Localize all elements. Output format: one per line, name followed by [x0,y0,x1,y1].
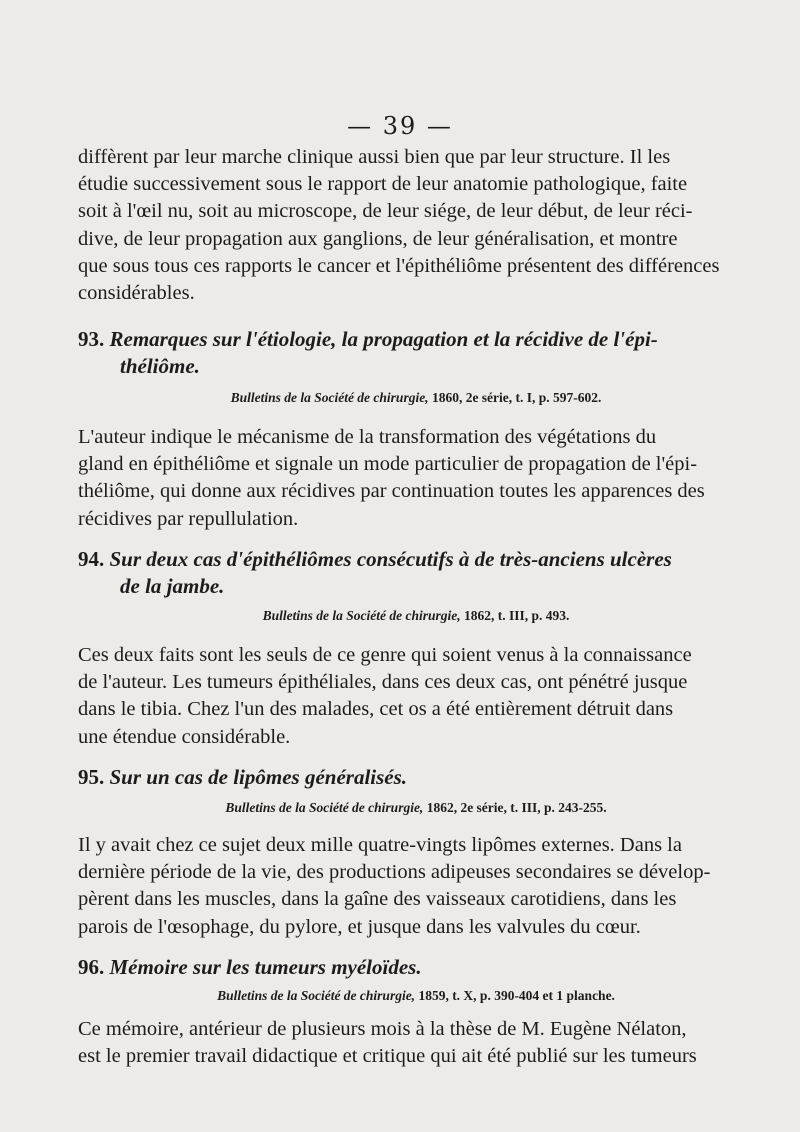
section-number: 96. [78,955,105,979]
section-96-body [78,1016,754,1070]
section-94-reference [78,608,754,624]
reference-details: 1862, 2e série, t. III, p. 243-255. [426,800,607,815]
intro-paragraph [78,144,754,307]
section-95-body [78,832,754,941]
reference-details: 1860, 2e série, t. I, p. 597-602. [431,390,602,405]
section-94-heading [78,546,754,600]
section-title: Remarques sur l'étiologie, la propagation et la récidive de l'épi- [109,327,658,351]
section-title: Sur deux cas d'épithéliômes consécutifs à de très-anciens ulcères [109,547,672,571]
text-line: étudie successivement sous le rapport de leur anatomie pathologique, faite [78,173,688,196]
section-title: Mémoire sur les tumeurs myéloïdes. [109,955,422,979]
text-line: considérables. [78,282,195,305]
text-line: est le premier travail didactique et critique qui ait été publié sur les tumeurs [78,1045,697,1068]
reference-details: 1859, t. X, p. 390-404 et 1 planche. [418,988,615,1003]
text-line: dive, de leur propagation aux ganglions, de leur généralisation, et montre [78,227,678,250]
text-line: dernière période de la vie, des productions adipeuses secondaires se dévelop- [78,861,711,884]
section-94-body [78,642,754,751]
text-line: une étendue considérable. [78,725,291,748]
page-number: — 39 — [347,112,453,140]
section-93-body [78,424,754,533]
text-line: Ce mémoire, antérieur de plusieurs mois à la thèse de M. Eugène Nélaton, [78,1018,687,1040]
section-96-reference [78,988,754,1004]
section-96-heading [78,954,754,981]
section-95-heading [78,764,754,791]
text-line: diffèrent par leur marche clinique aussi bien que par leur structure. Il les [78,146,671,168]
section-number: 94. [78,547,105,571]
text-line: théliôme, qui donne aux récidives par continuation toutes les apparences des [78,480,705,503]
section-title-cont: théliôme. [120,354,200,378]
section-number: 93. [78,327,105,351]
reference-publication: Bulletins de la Société de chirurgie, [262,608,461,623]
text-line: pèrent dans les muscles, dans la gaîne des vaisseaux carotidiens, dans les [78,888,677,911]
section-93-reference [78,390,754,406]
text-line: soit à l'œil nu, soit au microscope, de leur siége, de leur début, de leur réci- [78,200,693,223]
text-line: dans le tibia. Chez l'un des malades, cet os a été entièrement détruit dans [78,698,674,721]
text-line: L'auteur indique le mécanisme de la transformation des végétations du [78,426,657,448]
text-line: Il y avait chez ce sujet deux mille quatre-vingts lipômes externes. Dans la [78,834,682,856]
section-title-cont: de la jambe. [120,574,225,598]
text-line: gland en épithéliôme et signale un mode particulier de propagation de l'épi- [78,453,698,476]
section-95-reference [78,800,754,816]
text-line: récidives par repullulation. [78,507,299,530]
text-line: parois de l'œsophage, du pylore, et jusque dans les valvules du cœur. [78,915,641,938]
text-line: Ces deux faits sont les seuls de ce genre qui soient venus à la connaissance [78,644,692,666]
reference-publication: Bulletins de la Société de chirurgie, [230,390,429,405]
text-line: de l'auteur. Les tumeurs épithéliales, dans ces deux cas, ont pénétré jusque [78,671,688,694]
reference-publication: Bulletins de la Société de chirurgie, [225,800,424,815]
section-number: 95. [78,765,105,789]
reference-details: 1862, t. III, p. 493. [463,608,570,623]
text-line: que sous tous ces rapports le cancer et l'épithéliôme présentent des différences [78,254,720,277]
section-93-heading [78,326,754,380]
section-title: Sur un cas de lipômes généralisés. [109,765,408,789]
reference-publication: Bulletins de la Société de chirurgie, [217,988,416,1003]
